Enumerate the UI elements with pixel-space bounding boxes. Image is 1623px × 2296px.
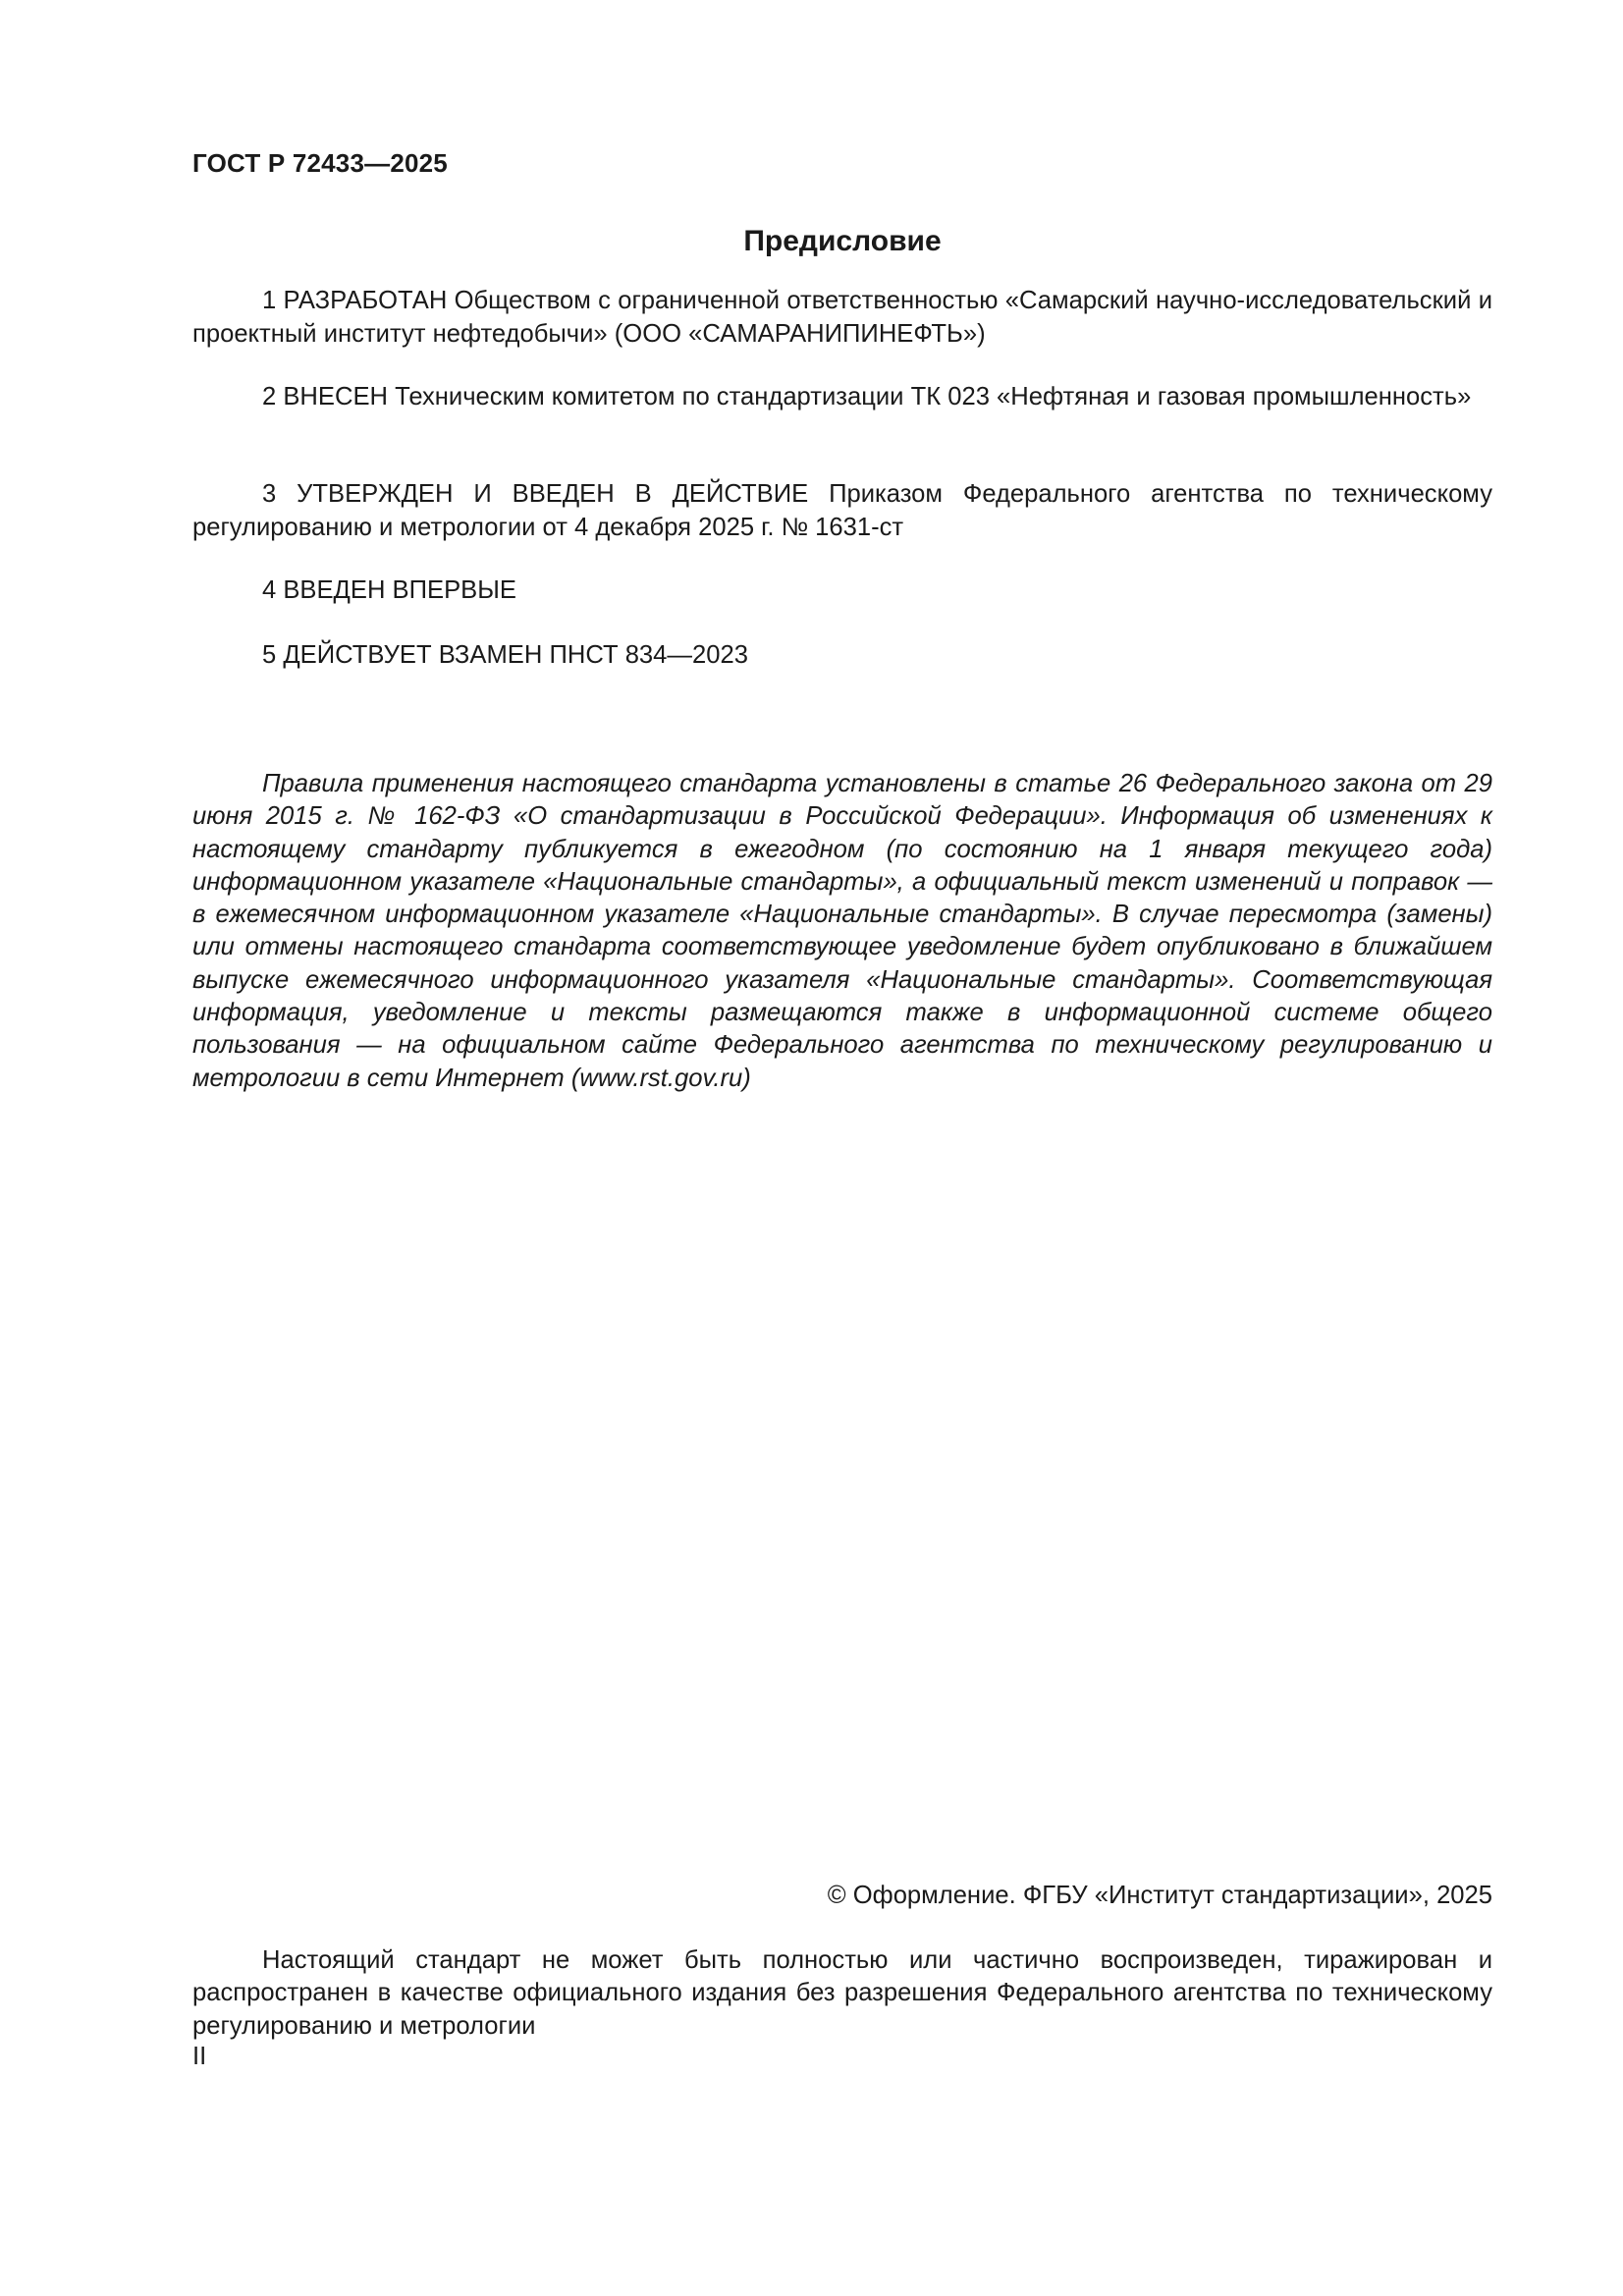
- foreword-item-submitted: 2 ВНЕСЕН Техническим комитетом по стандартизации ТК 023 «Нефтяная и газовая промышленность»: [262, 383, 1472, 410]
- foreword-item-first-introduced: 4 ВВЕДЕН ВПЕРВЫЕ: [262, 576, 516, 604]
- foreword-item-developed: 1 РАЗРАБОТАН Обществом с ограниченной ответственностью «Самарский научно-исследовательский и проектный институт нефтедобычи» (ООО «САМАРАНИПИНЕФТЬ»): [192, 287, 1492, 348]
- copyright-line: © Оформление. ФГБУ «Институт стандартизации», 2025: [827, 1882, 1492, 1909]
- application-rules-notice: Правила применения настоящего стандарта установлены в статье 26 Федерального закона от 29 июня 2015 г. № 162-ФЗ «О стандартизации в Российской Федерации». Информация об изменениях к настоящему стандарту публикуется в ежегодном (по состоянию на 1 января текущего года) информационном указателе «Национальные стандарты», а официальный текст изменений и поправок — в ежемесячном информационном указателе «Национальные стандарты». В случае пересмотра (замены) или отмены настоящего стандарта соответствующее уведомление будет опубликовано в ближайшем выпуске ежемесячного информационного указателя «Национальные стандарты». Соответствующая информация, уведомление и тексты размещаются также в информационной системе общего пользования — на официальном сайте Федерального агентства по техническому регулированию и метрологии в сети Интернет (www.rst.gov.ru): [192, 770, 1492, 1092]
- document-id: ГОСТ Р 72433—2025: [192, 148, 448, 178]
- reproduction-restriction: Настоящий стандарт не может быть полностью или частично воспроизведен, тиражирован и распространен в качестве официального издания без разрешения Федерального агентства по техническому регулированию и метрологии: [192, 1946, 1492, 2040]
- section-title: Предисловие: [743, 225, 942, 257]
- page-number: II: [192, 2043, 207, 2070]
- foreword-item-approved: 3 УТВЕРЖДЕН И ВВЕДЕН В ДЕЙСТВИЕ Приказом Федерального агентства по техническому регулированию и метрологии от 4 декабря 2025 г. № 1631-ст: [192, 480, 1492, 541]
- foreword-item-replaces: 5 ДЕЙСТВУЕТ ВЗАМЕН ПНСТ 834—2023: [262, 641, 748, 669]
